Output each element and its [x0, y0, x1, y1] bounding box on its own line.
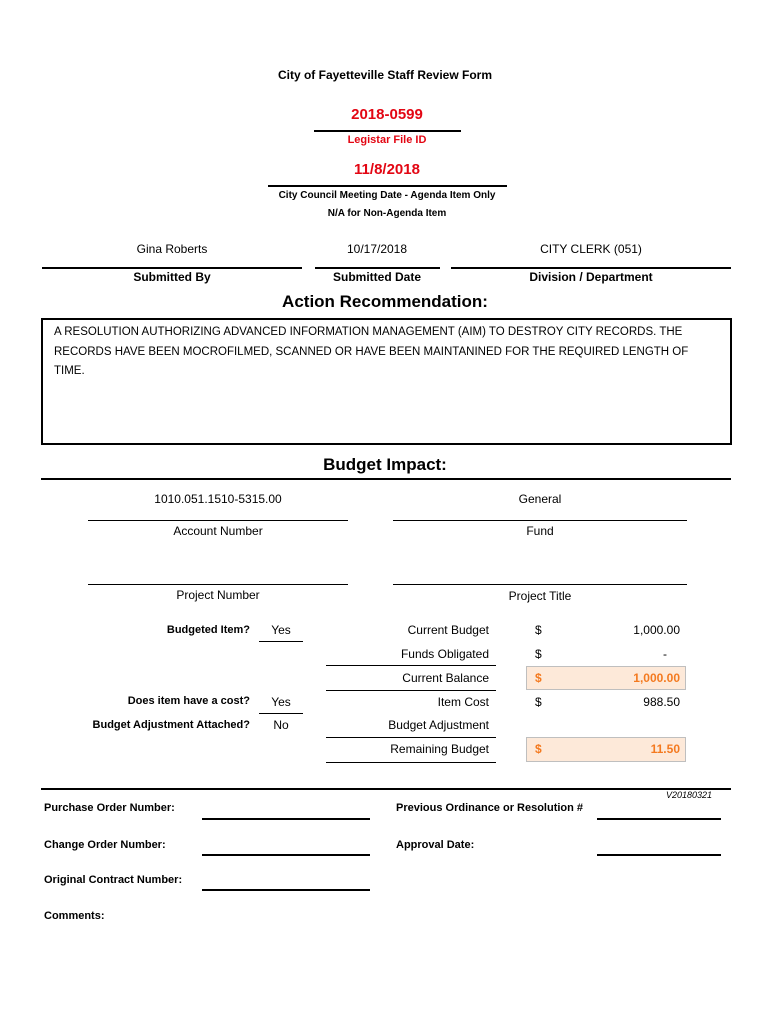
- budget-impact-heading: Budget Impact:: [323, 455, 447, 474]
- budget-adjustment-label: Budget Adjustment: [388, 718, 489, 732]
- account-number-label: Account Number: [173, 524, 263, 538]
- funds-obligated-currency: $: [535, 647, 542, 661]
- previous-ordinance-field[interactable]: [597, 818, 721, 820]
- budget-impact-rule: [41, 478, 731, 480]
- submitted-by-value: Gina Roberts: [136, 242, 208, 256]
- legistar-file-id-label: Legistar File ID: [347, 134, 427, 146]
- has-cost-label: Does item have a cost?: [127, 695, 250, 707]
- budget-adjustment-attached-value: No: [273, 718, 289, 732]
- fund-value: General: [518, 492, 562, 506]
- form-title: City of Fayetteville Staff Review Form: [277, 68, 493, 82]
- action-recommendation-text: A RESOLUTION AUTHORIZING ADVANCED INFORMATION MANAGEMENT (AIM) TO DESTROY CITY RECORDS. THE RECORDS HAVE BEEN MOCROFILMED, SCANNED OR HAVE BEEN MAINTANINED FOR THE REQUIRED LENGTH OF TIME.: [54, 326, 689, 377]
- comments-label: Comments:: [44, 910, 105, 922]
- item-cost-label: Item Cost: [437, 695, 489, 709]
- current-balance-rule: [326, 690, 496, 691]
- project-number-label: Project Number: [176, 588, 260, 602]
- submitted-by-label: Submitted By: [133, 270, 211, 284]
- project-title-underline: [393, 584, 687, 585]
- item-cost-currency: $: [535, 695, 542, 709]
- budget-adjustment-rule: [326, 737, 496, 738]
- project-number-underline: [88, 584, 348, 585]
- has-cost-underline: [259, 713, 303, 714]
- current-balance-currency: $: [535, 671, 542, 685]
- original-contract-field[interactable]: [202, 889, 370, 891]
- account-number-underline: [88, 520, 348, 521]
- file-id-underline: [314, 130, 461, 132]
- meeting-date-label: City Council Meeting Date - Agenda Item Only: [278, 190, 496, 201]
- division-label: Division / Department: [529, 270, 653, 284]
- funds-obligated-rule: [326, 665, 496, 666]
- division-value: CITY CLERK (051): [540, 242, 642, 256]
- original-contract-label: Original Contract Number:: [44, 874, 183, 886]
- version-stamp: V20180321: [665, 790, 712, 800]
- submitted-date-label: Submitted Date: [332, 270, 421, 284]
- has-cost-value: Yes: [271, 695, 291, 709]
- remaining-budget-currency: $: [535, 742, 542, 756]
- current-balance-label: Current Balance: [402, 671, 489, 685]
- budget-adjustment-attached-label: Budget Adjustment Attached?: [92, 719, 250, 731]
- action-recommendation-box: [41, 318, 732, 445]
- previous-ordinance-label: Previous Ordinance or Resolution #: [396, 802, 584, 814]
- current-budget-currency: $: [535, 623, 542, 637]
- fund-label: Fund: [526, 524, 554, 538]
- budgeted-item-value: Yes: [271, 623, 291, 637]
- current-balance-value: 1,000.00: [633, 671, 680, 685]
- budgeted-item-label: Budgeted Item?: [166, 624, 250, 636]
- meeting-date-underline: [268, 185, 507, 187]
- meeting-date-value: 11/8/2018: [354, 161, 420, 178]
- remaining-budget-label: Remaining Budget: [390, 742, 489, 756]
- meeting-date-note: N/A for Non-Agenda Item: [327, 208, 447, 219]
- remaining-budget-value: 11.50: [650, 742, 680, 756]
- action-recommendation-heading: Action Recommendation:: [282, 292, 488, 311]
- current-budget-label: Current Budget: [407, 623, 489, 637]
- purchase-order-label: Purchase Order Number:: [44, 802, 175, 814]
- budgeted-item-underline: [259, 641, 303, 642]
- approval-date-label: Approval Date:: [396, 839, 475, 851]
- submitted-date-underline: [315, 267, 440, 269]
- submitted-date-value: 10/17/2018: [346, 242, 408, 256]
- funds-obligated-label: Funds Obligated: [400, 647, 489, 661]
- division-underline: [451, 267, 731, 269]
- change-order-field[interactable]: [202, 854, 370, 856]
- current-budget-value: 1,000.00: [633, 623, 680, 637]
- approval-date-field[interactable]: [597, 854, 721, 856]
- remaining-budget-rule: [326, 762, 496, 763]
- account-number-value: 1010.051.1510-5315.00: [154, 492, 282, 506]
- item-cost-value: 988.50: [643, 695, 680, 709]
- purchase-order-field[interactable]: [202, 818, 370, 820]
- change-order-label: Change Order Number:: [44, 839, 166, 851]
- submitted-by-underline: [42, 267, 302, 269]
- funds-obligated-value: -: [663, 647, 667, 661]
- project-title-label: Project Title: [508, 589, 572, 603]
- fund-underline: [393, 520, 687, 521]
- legistar-file-id-value: 2018-0599: [351, 106, 423, 123]
